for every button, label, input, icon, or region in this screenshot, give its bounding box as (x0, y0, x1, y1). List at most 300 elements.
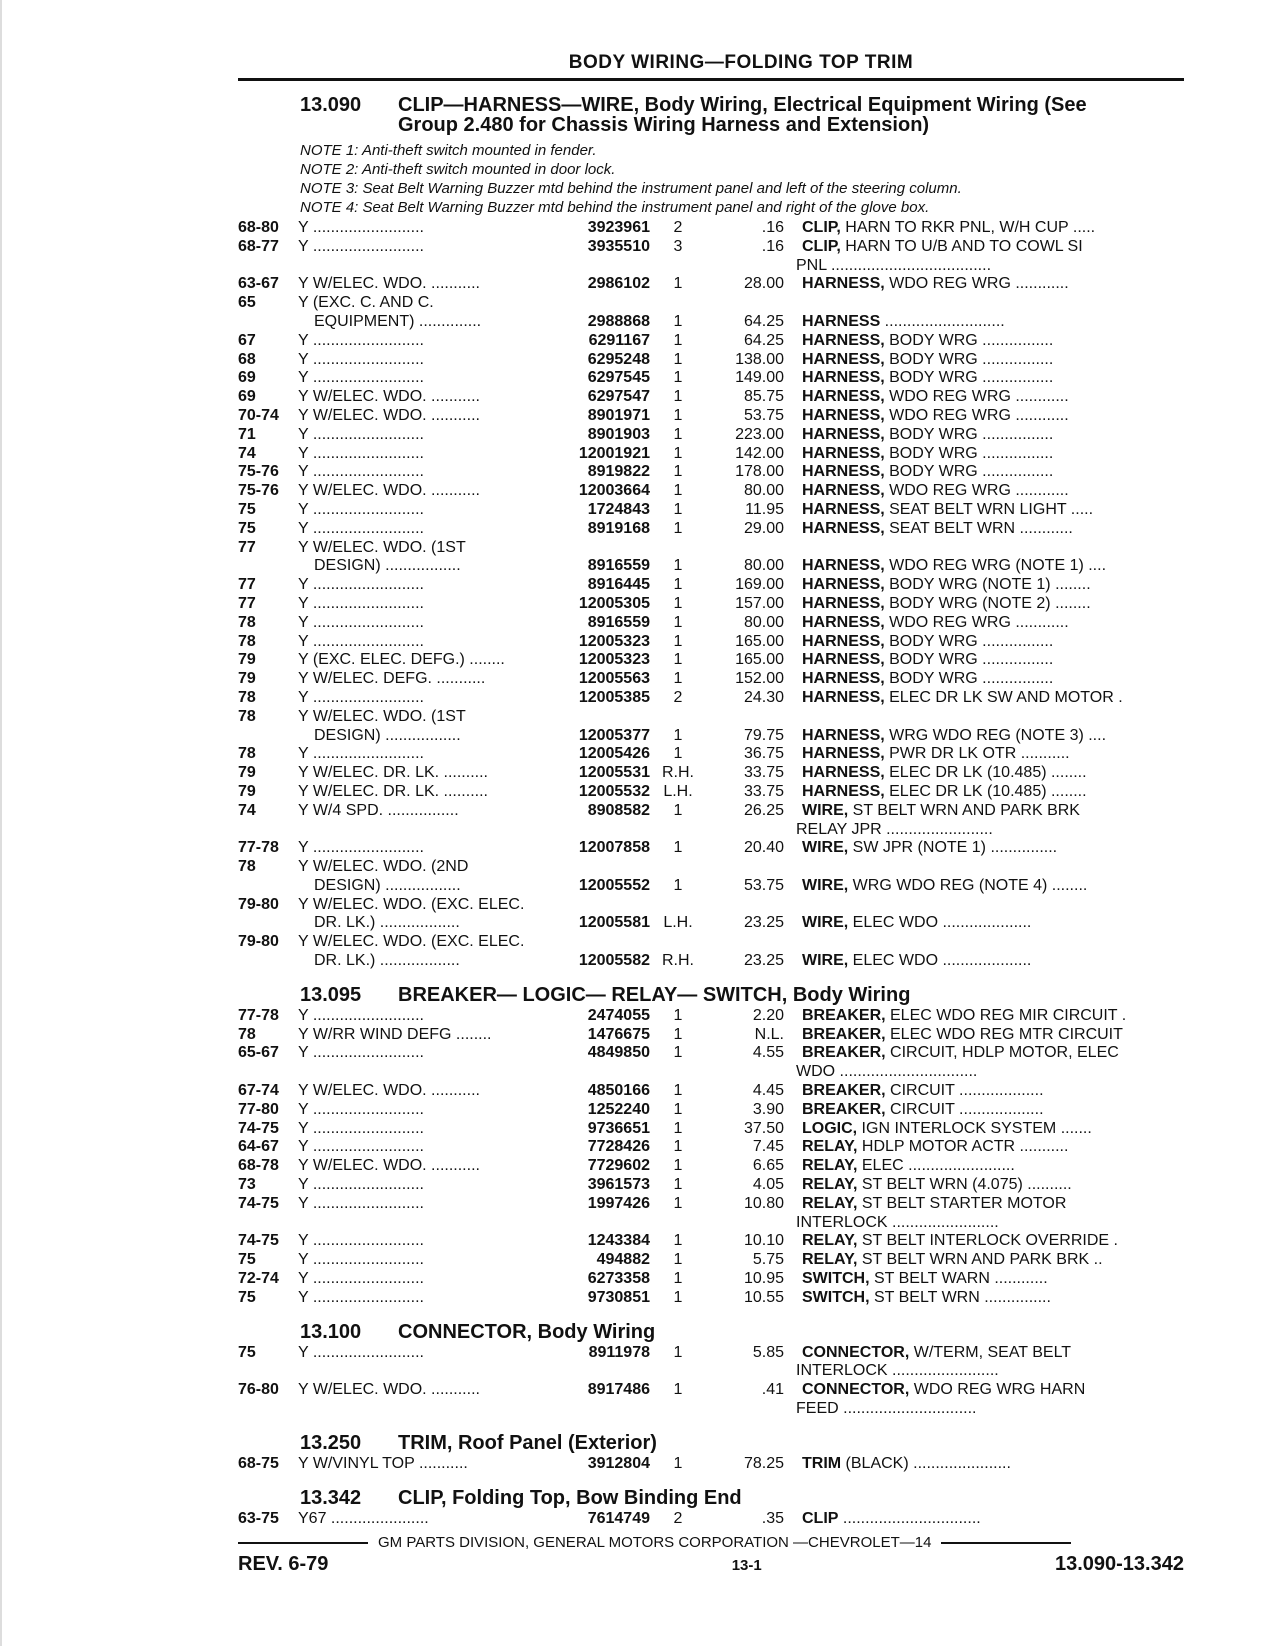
table-row (238, 764, 1184, 783)
model-year (238, 914, 298, 933)
part-detail: SEAT BELT WRN ............ (884, 519, 1073, 537)
model-year: 72-74 (238, 1270, 279, 1288)
model-application: Y ......................... (298, 519, 424, 537)
part-description (784, 914, 1184, 933)
page-header: BODY WIRING—FOLDING TOP TRIM (568, 52, 914, 73)
part-description (784, 313, 1184, 332)
model-application: Y W/ELEC. WDO. (1ST (298, 538, 466, 556)
part-number: 1252240 (587, 1100, 650, 1118)
table-row (238, 369, 1184, 388)
part-description (784, 426, 1184, 445)
part-keyword: HARNESS, (802, 576, 885, 594)
section-title (398, 1433, 1184, 1453)
model-year (238, 313, 298, 332)
section-title-line: CONNECTOR, Body Wiring (398, 1320, 656, 1343)
quantity: 1 (673, 519, 683, 537)
model-year: 73 (238, 1176, 256, 1194)
table-row (238, 219, 1184, 238)
part-keyword: BREAKER, (802, 1006, 886, 1024)
part-description (784, 633, 1184, 652)
part-keyword: HARNESS, (802, 745, 885, 763)
table-row (238, 275, 1184, 294)
model-application (298, 1063, 560, 1082)
price (706, 1063, 784, 1082)
part-description (784, 501, 1184, 520)
quantity (650, 539, 706, 558)
part-detail: RELAY JPR ........................ (796, 820, 993, 838)
price: 7.45 (752, 1138, 784, 1156)
section-title-line: TRIM, Roof Panel (Exterior) (398, 1431, 657, 1454)
section-13-342 (238, 1488, 1184, 1529)
part-number: 12005385 (578, 688, 650, 706)
quantity: 1 (673, 801, 683, 819)
table-row (238, 445, 1184, 464)
model-application: Y ......................... (298, 463, 424, 481)
part-keyword: HARNESS, (802, 613, 885, 631)
part-number: 7728426 (587, 1138, 650, 1156)
part-keyword: HARNESS, (802, 670, 885, 688)
table-row (238, 633, 1184, 652)
part-detail: ST BELT WRN ............... (869, 1288, 1051, 1306)
part-keyword: RELAY, (802, 1251, 858, 1269)
part-number (560, 1362, 650, 1381)
part-description (784, 783, 1184, 802)
quantity (650, 1063, 706, 1082)
part-number: 7614749 (587, 1509, 650, 1527)
model-year: 63-67 (238, 275, 279, 293)
part-detail: WDO REG WRG ............ (884, 482, 1069, 500)
part-detail: HARN TO RKR PNL, W/H CUP ..... (840, 219, 1096, 236)
part-detail: WRG WDO REG (NOTE 4) ........ (848, 876, 1088, 894)
quantity (650, 858, 706, 877)
table-row (238, 783, 1184, 802)
model-application: Y (EXC. ELEC. DEFG.) ........ (298, 651, 505, 669)
part-description (784, 1195, 1184, 1214)
part-number: 1997426 (587, 1194, 650, 1212)
price: 20.40 (743, 839, 784, 857)
part-detail: ............................... (838, 1509, 981, 1527)
price: 3.90 (752, 1100, 784, 1118)
part-keyword: HARNESS, (802, 500, 885, 518)
parts-table (238, 1455, 1184, 1474)
quantity: 1 (673, 1119, 683, 1137)
part-description (784, 614, 1184, 633)
table-row (238, 1082, 1184, 1101)
quantity: R.H. (662, 952, 694, 970)
price: 36.75 (743, 745, 784, 763)
model-year: 76-80 (238, 1381, 279, 1399)
model-year: 77-78 (238, 1006, 279, 1024)
part-number: 12005552 (578, 876, 650, 894)
model-application: Y W/VINYL TOP ........... (298, 1454, 468, 1472)
price: 78.25 (743, 1454, 784, 1472)
part-number (560, 539, 650, 558)
table-row (238, 463, 1184, 482)
part-detail: BODY WRG ................ (884, 670, 1054, 688)
header-rule (238, 78, 1184, 81)
part-detail: PWR DR LK OTR ........... (884, 745, 1070, 763)
part-number (560, 1400, 650, 1419)
part-detail: ELEC WDO REG MIR CIRCUIT . (885, 1006, 1127, 1024)
part-description (784, 369, 1184, 388)
table-row (238, 858, 1184, 877)
quantity: 1 (673, 275, 683, 293)
part-detail: BODY WRG (NOTE 1) ........ (884, 576, 1091, 594)
price: 10.55 (743, 1288, 784, 1306)
quantity: 1 (673, 1251, 683, 1269)
model-application: Y W/ELEC. WDO. ........... (298, 482, 480, 500)
part-detail: ELEC DR LK (10.485) ........ (884, 764, 1087, 782)
part-detail: HARN TO U/B AND TO COWL SI (840, 237, 1083, 255)
section-number: 13.100 (300, 1320, 362, 1343)
part-detail: WDO ............................... (796, 1063, 978, 1081)
quantity: 1 (673, 557, 683, 575)
part-number: 8901971 (587, 406, 650, 424)
part-description (784, 407, 1184, 426)
part-detail: ST BELT WRN AND PARK BRK (848, 801, 1080, 819)
part-keyword: RELAY, (802, 1176, 858, 1194)
table-row (238, 1270, 1184, 1289)
model-application: Y ......................... (298, 1006, 424, 1024)
model-application: Y W/RR WIND DEFG ........ (298, 1025, 492, 1043)
price (706, 539, 784, 558)
table-row (238, 821, 1184, 840)
quantity (650, 1400, 706, 1419)
part-description (784, 482, 1184, 501)
model-year: 75 (238, 1343, 256, 1361)
part-detail: WDO REG WRG HARN (909, 1381, 1086, 1399)
model-application: Y ......................... (298, 1119, 424, 1137)
part-description (784, 877, 1184, 896)
part-keyword: WIRE, (802, 952, 849, 970)
part-description (784, 1362, 1184, 1381)
quantity: 1 (673, 1100, 683, 1118)
model-year: 78 (238, 613, 256, 631)
table-row (238, 294, 1184, 313)
quantity: 1 (673, 726, 683, 744)
section-number: 13.090 (300, 94, 362, 116)
model-year (238, 1362, 298, 1381)
table-row (238, 501, 1184, 520)
revision-label: REV. 6-79 (238, 1553, 329, 1575)
part-keyword: HARNESS, (802, 764, 885, 782)
price (706, 858, 784, 877)
part-number (560, 1063, 650, 1082)
price (706, 896, 784, 915)
part-number (560, 821, 650, 840)
price: 24.30 (743, 688, 784, 706)
section-13-095 (238, 985, 1184, 1308)
price (706, 933, 784, 952)
table-row (238, 877, 1184, 896)
model-application: Y ......................... (298, 613, 424, 631)
price: 33.75 (743, 764, 784, 782)
quantity: 1 (673, 425, 683, 443)
part-detail: ST BELT WRN AND PARK BRK .. (857, 1251, 1103, 1269)
part-number: 12003664 (578, 482, 650, 500)
table-row (238, 1101, 1184, 1120)
part-number: 1724843 (587, 500, 650, 518)
price: 178.00 (735, 463, 784, 481)
part-detail: BODY WRG ................ (884, 369, 1054, 387)
table-row (238, 332, 1184, 351)
part-description (784, 294, 1184, 313)
quantity: 1 (673, 745, 683, 763)
part-detail: INTERLOCK ........................ (796, 1362, 999, 1380)
part-detail: BODY WRG ................ (884, 331, 1054, 349)
model-year: 75 (238, 1288, 256, 1306)
model-application: Y W/ELEC. WDO. (2ND (298, 858, 469, 876)
part-detail: WDO REG WRG ............ (884, 275, 1069, 293)
model-application: Y ......................... (298, 745, 424, 763)
model-application: Y ......................... (298, 369, 424, 387)
model-year: 68-78 (238, 1157, 279, 1175)
part-number: 9736651 (587, 1119, 650, 1137)
part-number: 4849850 (587, 1044, 650, 1062)
part-number: 7729602 (587, 1157, 650, 1175)
model-application (298, 257, 560, 276)
model-application: Y ......................... (298, 1044, 424, 1062)
price: 5.75 (752, 1251, 784, 1269)
note: NOTE 1: Anti-theft switch mounted in fender. (300, 142, 597, 159)
part-detail: ELEC WDO .................... (848, 914, 1032, 932)
model-year: 71 (238, 425, 256, 443)
quantity (650, 294, 706, 313)
quantity: 1 (673, 406, 683, 424)
model-year: 67 (238, 331, 256, 349)
model-year (238, 727, 298, 746)
table-row (238, 1289, 1184, 1308)
part-keyword: HARNESS, (802, 406, 885, 424)
price: 29.00 (743, 519, 784, 537)
table-row (238, 595, 1184, 614)
model-year: 77 (238, 594, 256, 612)
table-row (238, 426, 1184, 445)
part-description (784, 1455, 1184, 1474)
quantity: 1 (673, 369, 683, 387)
model-year: 63-75 (238, 1509, 279, 1527)
part-number: 12005323 (578, 632, 650, 650)
part-detail: BODY WRG ................ (884, 651, 1054, 669)
model-year: 74 (238, 444, 256, 462)
price: 165.00 (735, 651, 784, 669)
model-year: 65 (238, 294, 256, 312)
quantity: 1 (673, 1343, 683, 1361)
section-title-line: CLIP—HARNESS—WIRE, Body Wiring, Electrical Equipment Wiring (See (398, 94, 1087, 116)
model-application: DR. LK.) .................. (314, 914, 460, 932)
quantity: 1 (673, 463, 683, 481)
price: 169.00 (735, 576, 784, 594)
price: 157.00 (735, 594, 784, 612)
model-year (238, 1063, 298, 1082)
part-keyword: LOGIC, (802, 1119, 858, 1137)
quantity: L.H. (663, 782, 693, 800)
model-application: Y (EXC. C. AND C. (298, 294, 434, 312)
table-row (238, 1362, 1184, 1381)
table-row (238, 1195, 1184, 1214)
table-row (238, 708, 1184, 727)
quantity: 1 (673, 331, 683, 349)
section-title-line: BREAKER— LOGIC— RELAY— SWITCH, Body Wiring (398, 983, 911, 1006)
part-keyword: HARNESS, (802, 425, 885, 443)
model-application: DESIGN) ................. (314, 557, 461, 575)
section-heading (238, 1488, 1184, 1508)
model-year: 75 (238, 500, 256, 518)
part-detail: BODY WRG ................ (884, 425, 1054, 443)
part-keyword: HARNESS, (802, 482, 885, 500)
model-application: Y ......................... (298, 839, 424, 857)
part-keyword: RELAY, (802, 1232, 858, 1250)
model-application: Y W/4 SPD. ................ (298, 801, 459, 819)
model-application: Y W/ELEC. DR. LK. .......... (298, 764, 488, 782)
model-application: Y ......................... (298, 219, 424, 236)
price: 10.80 (743, 1194, 784, 1212)
price: 28.00 (743, 275, 784, 293)
price: 26.25 (743, 801, 784, 819)
table-row (238, 539, 1184, 558)
model-year: 70-74 (238, 406, 279, 424)
price: 80.00 (743, 557, 784, 575)
parts-table (238, 1510, 1184, 1529)
part-detail: WDO REG WRG ............ (884, 388, 1069, 406)
part-detail: ELEC DR LK (10.485) ........ (884, 782, 1087, 800)
model-application: Y ......................... (298, 1343, 424, 1361)
section-title (398, 95, 1184, 135)
model-application: Y ......................... (298, 688, 424, 706)
price (706, 821, 784, 840)
model-application: Y W/ELEC. DR. LK. .......... (298, 782, 488, 800)
price: 53.75 (743, 876, 784, 894)
part-description (784, 1157, 1184, 1176)
section-title (398, 1488, 1184, 1508)
table-row (238, 1176, 1184, 1195)
part-description (784, 1344, 1184, 1363)
part-description (784, 351, 1184, 370)
table-row (238, 1026, 1184, 1045)
part-description (784, 576, 1184, 595)
quantity: 1 (673, 1288, 683, 1306)
part-keyword: BREAKER, (802, 1025, 886, 1043)
part-description (784, 332, 1184, 351)
model-application (298, 1214, 560, 1233)
price: 64.25 (743, 312, 784, 330)
model-year: 74-75 (238, 1194, 279, 1212)
price: 23.25 (743, 914, 784, 932)
price (706, 708, 784, 727)
part-keyword: HARNESS, (802, 782, 885, 800)
part-description (784, 388, 1184, 407)
part-detail: BODY WRG ................ (884, 444, 1054, 462)
part-detail: ELEC ........................ (857, 1157, 1015, 1175)
quantity: 1 (673, 1270, 683, 1288)
part-number: 8916559 (587, 613, 650, 631)
part-number (560, 708, 650, 727)
part-description (784, 1176, 1184, 1195)
part-number (560, 896, 650, 915)
footer-bottom (238, 1553, 1184, 1576)
model-year: 79-80 (238, 933, 279, 951)
quantity: 1 (673, 1082, 683, 1100)
sections-container (238, 95, 1184, 1528)
part-detail: CIRCUIT, HDLP MOTOR, ELEC (885, 1044, 1119, 1062)
part-description (784, 275, 1184, 294)
part-detail: SW JPR (NOTE 1) ............... (848, 839, 1058, 857)
price: 11.95 (745, 500, 784, 518)
part-detail: CIRCUIT ................... (885, 1082, 1044, 1100)
table-row (238, 802, 1184, 821)
model-year: 78 (238, 1025, 256, 1043)
part-description (784, 689, 1184, 708)
part-description (784, 1400, 1184, 1419)
quantity: L.H. (663, 914, 693, 932)
part-detail: ST BELT WARN ............ (869, 1270, 1048, 1288)
price (706, 1362, 784, 1381)
table-row (238, 1063, 1184, 1082)
part-number: 2986102 (587, 275, 650, 293)
model-year: 69 (238, 388, 256, 406)
model-year (238, 1400, 298, 1419)
model-application: Y W/ELEC. WDO. ........... (298, 1381, 480, 1399)
quantity: 2 (673, 219, 683, 236)
table-row (238, 614, 1184, 633)
price: .35 (761, 1509, 784, 1527)
part-number: 8916445 (587, 576, 650, 594)
model-year: 78 (238, 858, 256, 876)
part-number (560, 1214, 650, 1233)
part-description (784, 670, 1184, 689)
part-description (784, 839, 1184, 858)
part-detail: SEAT BELT WRN LIGHT ..... (884, 500, 1094, 518)
part-description (784, 445, 1184, 464)
part-keyword: BREAKER, (802, 1044, 886, 1062)
quantity (650, 821, 706, 840)
model-year: 68-75 (238, 1454, 279, 1472)
part-description (784, 1270, 1184, 1289)
part-detail: WDO REG WRG (NOTE 1) .... (884, 557, 1107, 575)
quantity: 1 (673, 500, 683, 518)
model-application: Y ......................... (298, 1288, 424, 1306)
part-number (560, 933, 650, 952)
part-description (784, 1381, 1184, 1400)
part-keyword: HARNESS, (802, 519, 885, 537)
model-application: DR. LK.) .................. (314, 952, 460, 970)
quantity (650, 1214, 706, 1233)
section-number: 13.342 (300, 1486, 362, 1509)
model-application: Y W/ELEC. WDO. ........... (298, 1082, 480, 1100)
part-number: 8917486 (587, 1381, 650, 1399)
quantity: 2 (673, 688, 683, 706)
part-keyword: HARNESS, (802, 557, 885, 575)
table-row (238, 1344, 1184, 1363)
model-year (238, 1214, 298, 1233)
quantity: 1 (673, 350, 683, 368)
price: 80.00 (743, 482, 784, 500)
table-row (238, 670, 1184, 689)
part-description (784, 1289, 1184, 1308)
note: NOTE 2: Anti-theft switch mounted in door lock. (300, 161, 616, 178)
model-year: 78 (238, 688, 256, 706)
table-row (238, 482, 1184, 501)
model-application: Y ......................... (298, 1194, 424, 1212)
table-row (238, 351, 1184, 370)
price: 2.20 (752, 1006, 784, 1024)
part-detail: BODY WRG (NOTE 2) ........ (884, 594, 1091, 612)
model-application: Y ......................... (298, 425, 424, 443)
table-row (238, 839, 1184, 858)
model-application: Y ......................... (298, 1138, 424, 1156)
part-number: 6297545 (587, 369, 650, 387)
part-number: 8919822 (587, 463, 650, 481)
